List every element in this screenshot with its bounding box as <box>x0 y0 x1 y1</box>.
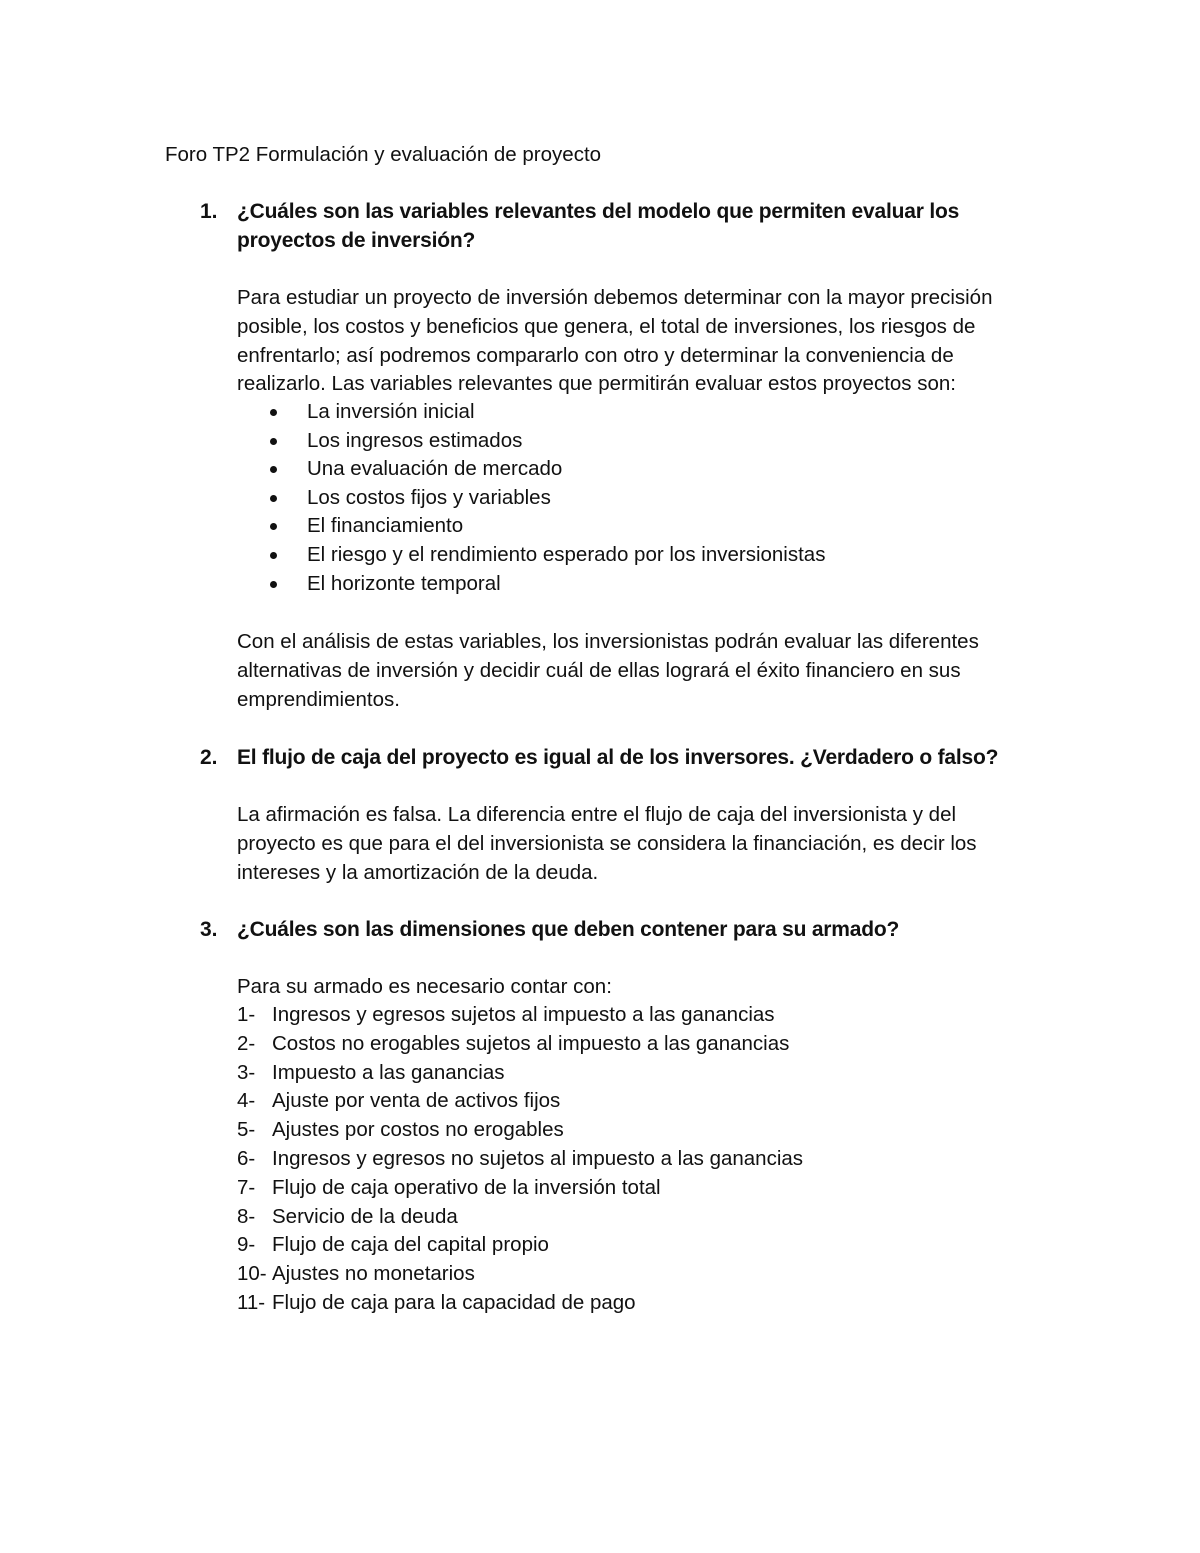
bullet-icon <box>270 466 277 473</box>
answer-2-line: proyecto es que para el del inversionista se considera la financiación, es decir los <box>237 831 977 855</box>
bullet-icon <box>270 438 277 445</box>
question-3-number: 3. <box>200 918 218 941</box>
list-item-text: Flujo de caja operativo de la inversión total <box>272 1175 661 1199</box>
list-item-number: 4- <box>237 1089 256 1113</box>
bullet-text: Los ingresos estimados <box>307 428 523 452</box>
list-item-text: Impuesto a las ganancias <box>272 1060 505 1084</box>
bullet-icon <box>270 552 277 559</box>
bullet-text: El riesgo y el rendimiento esperado por los inversionistas <box>307 542 826 566</box>
question-1-number: 1. <box>200 200 218 223</box>
question-2-text: El flujo de caja del proyecto es igual al de los inversores. ¿Verdadero o falso? <box>237 746 999 769</box>
answer-1-line: realizarlo. Las variables relevantes que permitirán evaluar estos proyectos son: <box>237 372 957 396</box>
bullet-text: Los costos fijos y variables <box>307 485 551 509</box>
list-item-number: 8- <box>237 1204 256 1228</box>
list-item-number: 9- <box>237 1233 256 1257</box>
list-item-text: Servicio de la deuda <box>272 1204 458 1228</box>
question-1-line: proyectos de inversión? <box>237 229 476 252</box>
question-3-text: ¿Cuáles son las dimensiones que deben contener para su armado? <box>237 918 900 941</box>
question-1-text <box>237 197 1037 255</box>
conclusion-1-line: emprendimientos. <box>237 687 400 711</box>
answer-1-paragraph <box>237 284 1077 399</box>
list-item-number: 10- <box>237 1262 267 1286</box>
list-item-text: Flujo de caja del capital propio <box>272 1233 549 1257</box>
bullet-item <box>237 512 825 541</box>
bullet-item <box>237 541 825 570</box>
list-item <box>237 1260 803 1289</box>
dimensions-numbered-list <box>237 1001 803 1318</box>
answer-1-line: enfrentarlo; así podremos compararlo con otro y determinar la conveniencia de <box>237 343 954 367</box>
list-item-text: Ingresos y egresos sujetos al impuesto a las ganancias <box>272 1003 775 1026</box>
list-item <box>237 1087 803 1116</box>
bullet-item <box>237 427 825 456</box>
variables-bullet-list <box>237 398 825 598</box>
list-item <box>237 1116 803 1145</box>
conclusion-1-line: alternativas de inversión y decidir cuál de ellas logrará el éxito financiero en sus <box>237 658 961 682</box>
bullet-text: El horizonte temporal <box>307 571 501 595</box>
list-item <box>237 1203 803 1232</box>
answer-2-paragraph <box>237 801 1077 887</box>
bullet-icon <box>270 581 277 588</box>
list-item <box>237 1231 803 1260</box>
bullet-icon <box>270 409 277 416</box>
bullet-icon <box>270 495 277 502</box>
list-item-text: Ingresos y egresos no sujetos al impuesto a las ganancias <box>272 1146 804 1170</box>
list-item-number: 6- <box>237 1146 256 1170</box>
bullet-text: La inversión inicial <box>307 400 475 423</box>
list-item-number: 3- <box>237 1060 256 1084</box>
list-item <box>237 1001 803 1030</box>
list-item <box>237 1289 803 1318</box>
bullet-item <box>237 455 825 484</box>
list-item-number: 7- <box>237 1175 256 1199</box>
answer-1-line: posible, los costos y beneficios que genera, el total de inversiones, los riesgos de <box>237 314 976 338</box>
bullet-text: Una evaluación de mercado <box>307 457 563 481</box>
list-item-number: 2- <box>237 1031 256 1055</box>
list-item-text: Ajustes por costos no erogables <box>272 1118 564 1142</box>
list-item-number: 5- <box>237 1118 256 1142</box>
list-item-number: 11- <box>237 1290 266 1314</box>
list-item-text: Ajustes no monetarios <box>272 1262 475 1286</box>
list-item-text: Ajuste por venta de activos fijos <box>272 1089 561 1113</box>
list-item <box>237 1145 803 1174</box>
conclusion-1-paragraph <box>237 628 1077 714</box>
list-item-number: 1- <box>237 1003 256 1026</box>
list-item <box>237 1030 803 1059</box>
answer-1-line: Para estudiar un proyecto de inversión debemos determinar con la mayor precisión <box>237 286 993 309</box>
answer-2-line: intereses y la amortización de la deuda. <box>237 860 599 884</box>
list-item <box>237 1174 803 1203</box>
answer-3-intro: Para su armado es necesario contar con: <box>237 975 612 998</box>
list-item-text: Costos no erogables sujetos al impuesto a las ganancias <box>272 1031 790 1055</box>
answer-2-line: La afirmación es falsa. La diferencia entre el flujo de caja del inversionista y del <box>237 803 957 826</box>
bullet-icon <box>270 523 277 530</box>
bullet-item <box>237 570 825 599</box>
conclusion-1-line: Con el análisis de estas variables, los inversionistas podrán evaluar las diferentes <box>237 630 979 653</box>
bullet-item <box>237 484 825 513</box>
question-2-number: 2. <box>200 746 218 769</box>
bullet-text: El financiamiento <box>307 514 464 538</box>
bullet-item <box>237 398 825 427</box>
question-1-line: ¿Cuáles son las variables relevantes del modelo que permiten evaluar los <box>237 200 960 223</box>
document-title: Foro TP2 Formulación y evaluación de proyecto <box>165 143 602 166</box>
list-item <box>237 1059 803 1088</box>
list-item-text: Flujo de caja para la capacidad de pago <box>272 1290 636 1314</box>
